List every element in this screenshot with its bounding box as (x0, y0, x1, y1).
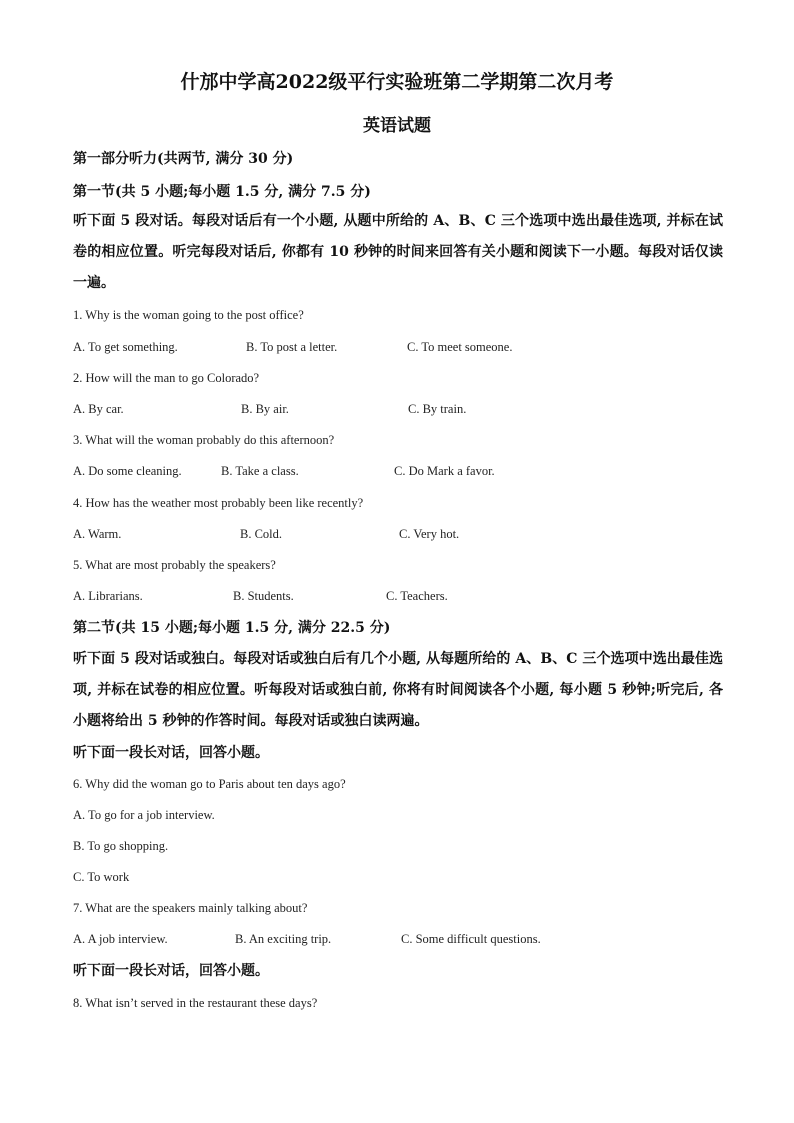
option-b: B. To post a letter. (246, 340, 338, 354)
question-5-options (73, 588, 733, 604)
question-6-option-a: A. To go for a job interview. (73, 808, 215, 822)
question-4: 4. How has the weather most probably been like recently? (73, 496, 364, 510)
option-c: C. Teachers. (386, 589, 448, 603)
question-6: 6. Why did the woman go to Paris about ten days ago? (73, 777, 346, 791)
option-a: A. By car. (73, 402, 124, 416)
option-a: A. Do some cleaning. (73, 464, 182, 478)
question-8: 8. What isn’t served in the restaurant these days? (73, 996, 318, 1010)
question-2: 2. How will the man to go Colorado? (73, 371, 260, 385)
section-two-heading: 第二节(共 15 小题;每小题 1.5 分, 满分 22.5 分) (73, 620, 391, 636)
listen-prompt: 听下面一段长对话，回答小题。 (73, 745, 269, 761)
section-two-instructions: 听下面 5 段对话或独白。每段对话或独白后有几个小题, 从每题所给的 A、B、C 三个选项中选出最佳选项, 并标在试卷的相应位置。听每段对话或独白前, 你将有时间阅读各个小题, 每小题 5 秒钟;听完后, 各小题将给出 5 秒钟的作答时间。每段对话或独白读两遍。 (73, 651, 723, 729)
option-c: C. To meet someone. (407, 340, 513, 354)
exam-subtitle: 英语试题 (363, 116, 431, 136)
option-b: B. Cold. (240, 527, 283, 541)
question-1-options (73, 339, 733, 355)
question-1: 1. Why is the woman going to the post office? (73, 308, 304, 322)
question-4-options (73, 526, 733, 542)
section-one-instructions: 听下面 5 段对话。每段对话后有一个小题, 从题中所给的 A、B、C 三个选项中选出最佳选项, 并标在试卷的相应位置。听完每段对话后, 你都有 10 秒钟的时间来回答有关小题和阅读下一小题。每段对话仅读一遍。 (73, 213, 723, 291)
question-7-options (73, 931, 733, 947)
listen-prompt: 听下面一段长对话，回答小题。 (73, 963, 269, 979)
part-one-heading: 第一部分听力(共两节, 满分 30 分) (73, 151, 294, 167)
option-a: A. Warm. (73, 527, 122, 541)
exam-title: 什邡中学高2022级平行实验班第二学期第二次月考 (180, 71, 614, 93)
question-2-options (73, 401, 733, 417)
question-5: 5. What are most probably the speakers? (73, 558, 276, 572)
question-3: 3. What will the woman probably do this afternoon? (73, 433, 335, 447)
option-b: B. Take a class. (221, 464, 299, 478)
question-7: 7. What are the speakers mainly talking about? (73, 901, 308, 915)
option-c: C. Very hot. (399, 527, 460, 541)
option-b: B. An exciting trip. (235, 932, 332, 946)
option-c: C. Some difficult questions. (401, 932, 541, 946)
option-a: A. A job interview. (73, 932, 168, 946)
question-6-option-b: B. To go shopping. (73, 839, 169, 853)
question-6-option-c: C. To work (73, 870, 130, 884)
option-b: B. Students. (233, 589, 294, 603)
option-a: A. To get something. (73, 340, 178, 354)
option-a: A. Librarians. (73, 589, 143, 603)
section-one-heading: 第一节(共 5 小题;每小题 1.5 分, 满分 7.5 分) (73, 184, 371, 200)
option-c: C. Do Mark a favor. (394, 464, 495, 478)
option-c: C. By train. (408, 402, 467, 416)
option-b: B. By air. (241, 402, 289, 416)
question-3-options (73, 463, 733, 479)
